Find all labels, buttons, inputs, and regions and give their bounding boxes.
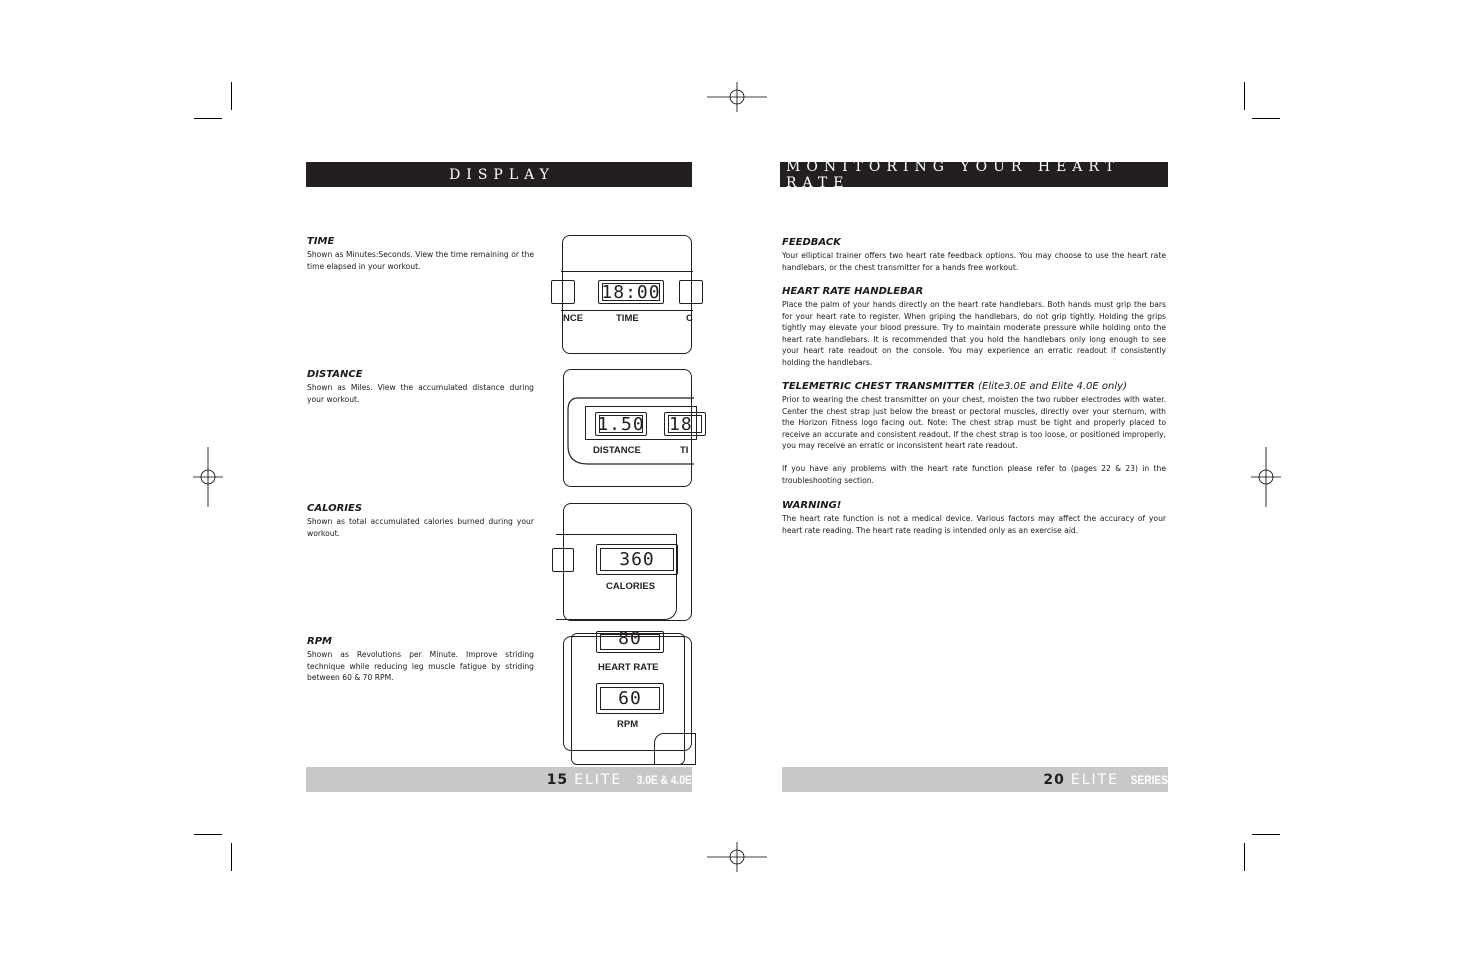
- section-body: Shown as Revolutions per Minute. Improve striding technique while reducing leg muscle fatigue by striding between 60 & 70 RPM.: [307, 650, 534, 683]
- brand-name: ELITE: [1070, 771, 1119, 788]
- heading-text: TELEMETRIC CHEST TRANSMITTER: [782, 381, 975, 392]
- lcd-frame: [598, 280, 664, 304]
- warning-section: [782, 500, 1166, 536]
- display-label: TIME: [616, 313, 639, 324]
- display-label-partial: C: [686, 313, 693, 324]
- rpm-display-figure: [563, 628, 692, 751]
- section-body: Shown as Miles. View the accumulated distance during your workout.: [307, 383, 534, 404]
- lcd-readout: 1.50: [597, 413, 645, 435]
- handlebar-section: [782, 286, 1166, 369]
- lcd-readout: 18:00: [601, 281, 661, 303]
- heading-note: (Elite3.0E and Elite 4.0E only): [978, 381, 1127, 392]
- lcd-partial-left: [552, 548, 574, 572]
- banner-title: MONITORING YOUR HEART RATE: [786, 158, 1121, 191]
- lcd-partial-left: [551, 280, 575, 304]
- lcd-readout: 60: [600, 687, 660, 710]
- page-number: 15: [546, 771, 569, 788]
- lcd-partial-right: [664, 412, 706, 436]
- display-label-partial: NCE: [563, 313, 584, 324]
- crop-mark: [231, 843, 232, 871]
- display-label: RPM: [617, 719, 639, 730]
- page-footer: [782, 767, 1168, 792]
- registration-mark-icon: [707, 842, 767, 872]
- section-body: Shown as total accumulated calories burned during your workout.: [307, 517, 534, 538]
- rpm-section: [307, 636, 534, 684]
- crop-mark: [194, 118, 222, 119]
- calories-section: [307, 503, 534, 539]
- section-banner: [306, 162, 692, 187]
- section-heading: HEART RATE HANDLEBAR: [782, 286, 924, 297]
- crop-mark: [1244, 843, 1245, 871]
- time-display-figure: [562, 235, 692, 354]
- display-label: HEART RATE: [598, 662, 659, 673]
- page-footer: [306, 767, 692, 792]
- section-heading: DISTANCE: [307, 369, 363, 380]
- section-body: The heart rate function is not a medical device. Various factors may affect the accuracy of your heart rate reading. The heart rate reading is intended only as an exercise aid.: [782, 514, 1166, 535]
- feedback-section: [782, 237, 1166, 273]
- lcd-frame: [596, 628, 664, 653]
- page-number: 20: [1043, 771, 1065, 788]
- section-heading: [782, 381, 1166, 392]
- crop-mark: [1252, 834, 1280, 835]
- brand-name: ELITE: [574, 771, 623, 788]
- crop-mark: [1252, 118, 1280, 119]
- crop-mark: [1244, 82, 1245, 110]
- crop-mark: [231, 82, 232, 110]
- section-heading: FEEDBACK: [782, 237, 841, 248]
- registration-mark-icon: [1251, 447, 1281, 507]
- registration-mark-icon: [707, 82, 767, 112]
- lcd-partial-right: [679, 280, 703, 304]
- display-label-partial: TI: [680, 445, 689, 456]
- time-section: [307, 236, 534, 272]
- section-body: Place the palm of your hands directly on the heart rate handlebars. Both hands must grip the bars for your heart rate to register. When griping the handlebars, do not grip tightly. Holding the grips tightly may elevate your blood pressure. Try to maintain moderate pressure while holding onto the heart rate handlebars. It is recommended that you hold the handlebars only long enough to see your heart rate readout on the console. You may experience an erratic readout if consistently holding the handlebars.: [782, 300, 1166, 367]
- lcd-frame: [596, 544, 678, 575]
- section-heading: WARNING!: [782, 500, 842, 511]
- section-heading: TIME: [307, 236, 335, 247]
- lcd-readout: 18: [668, 415, 702, 433]
- distance-display-figure: [563, 369, 692, 487]
- lcd-readout: 360: [600, 548, 674, 571]
- section-body: If you have any problems with the heart rate function please refer to (pages 22 & 23) in the troubleshooting section.: [782, 463, 1166, 485]
- registration-mark-icon: [193, 447, 223, 507]
- lcd-readout: 80: [600, 634, 660, 650]
- display-label: DISTANCE: [593, 445, 641, 456]
- console-corner: [654, 733, 696, 765]
- model-name: SERIES: [1130, 772, 1168, 787]
- display-label: CALORIES: [606, 581, 656, 592]
- lcd-frame: [595, 412, 647, 436]
- chest-transmitter-section: [782, 381, 1166, 486]
- section-heading: CALORIES: [307, 503, 363, 514]
- crop-mark: [194, 834, 222, 835]
- banner-title: DISPLAY: [449, 166, 555, 183]
- distance-section: [307, 369, 534, 405]
- model-name: 3.0E & 4.0E: [636, 772, 692, 787]
- section-heading: RPM: [307, 636, 332, 647]
- section-body: Your elliptical trainer offers two heart rate feedback options. You may choose to use the heart rate handlebars, or the chest transmitter for a hands free workout.: [782, 251, 1166, 272]
- calories-display-figure: [563, 503, 692, 621]
- section-banner: [780, 158, 1168, 191]
- section-body: Shown as Minutes:Seconds. View the time remaining or the time elapsed in your workout.: [307, 250, 534, 271]
- section-body: Prior to wearing the chest transmitter on your chest, moisten the two rubber electrodes with water. Center the chest strap just below the breast or pectoral muscles, directly over your sternum, with the Horizon Fitness logo facing out. Note: The chest strap must be tight and properly placed to receive an accurate and consistent readout. If the chest strap is too loose, or positioned improperly, you may receive an erratic or inconsistent heart rate readout.: [782, 395, 1166, 451]
- lcd-frame: [596, 683, 664, 714]
